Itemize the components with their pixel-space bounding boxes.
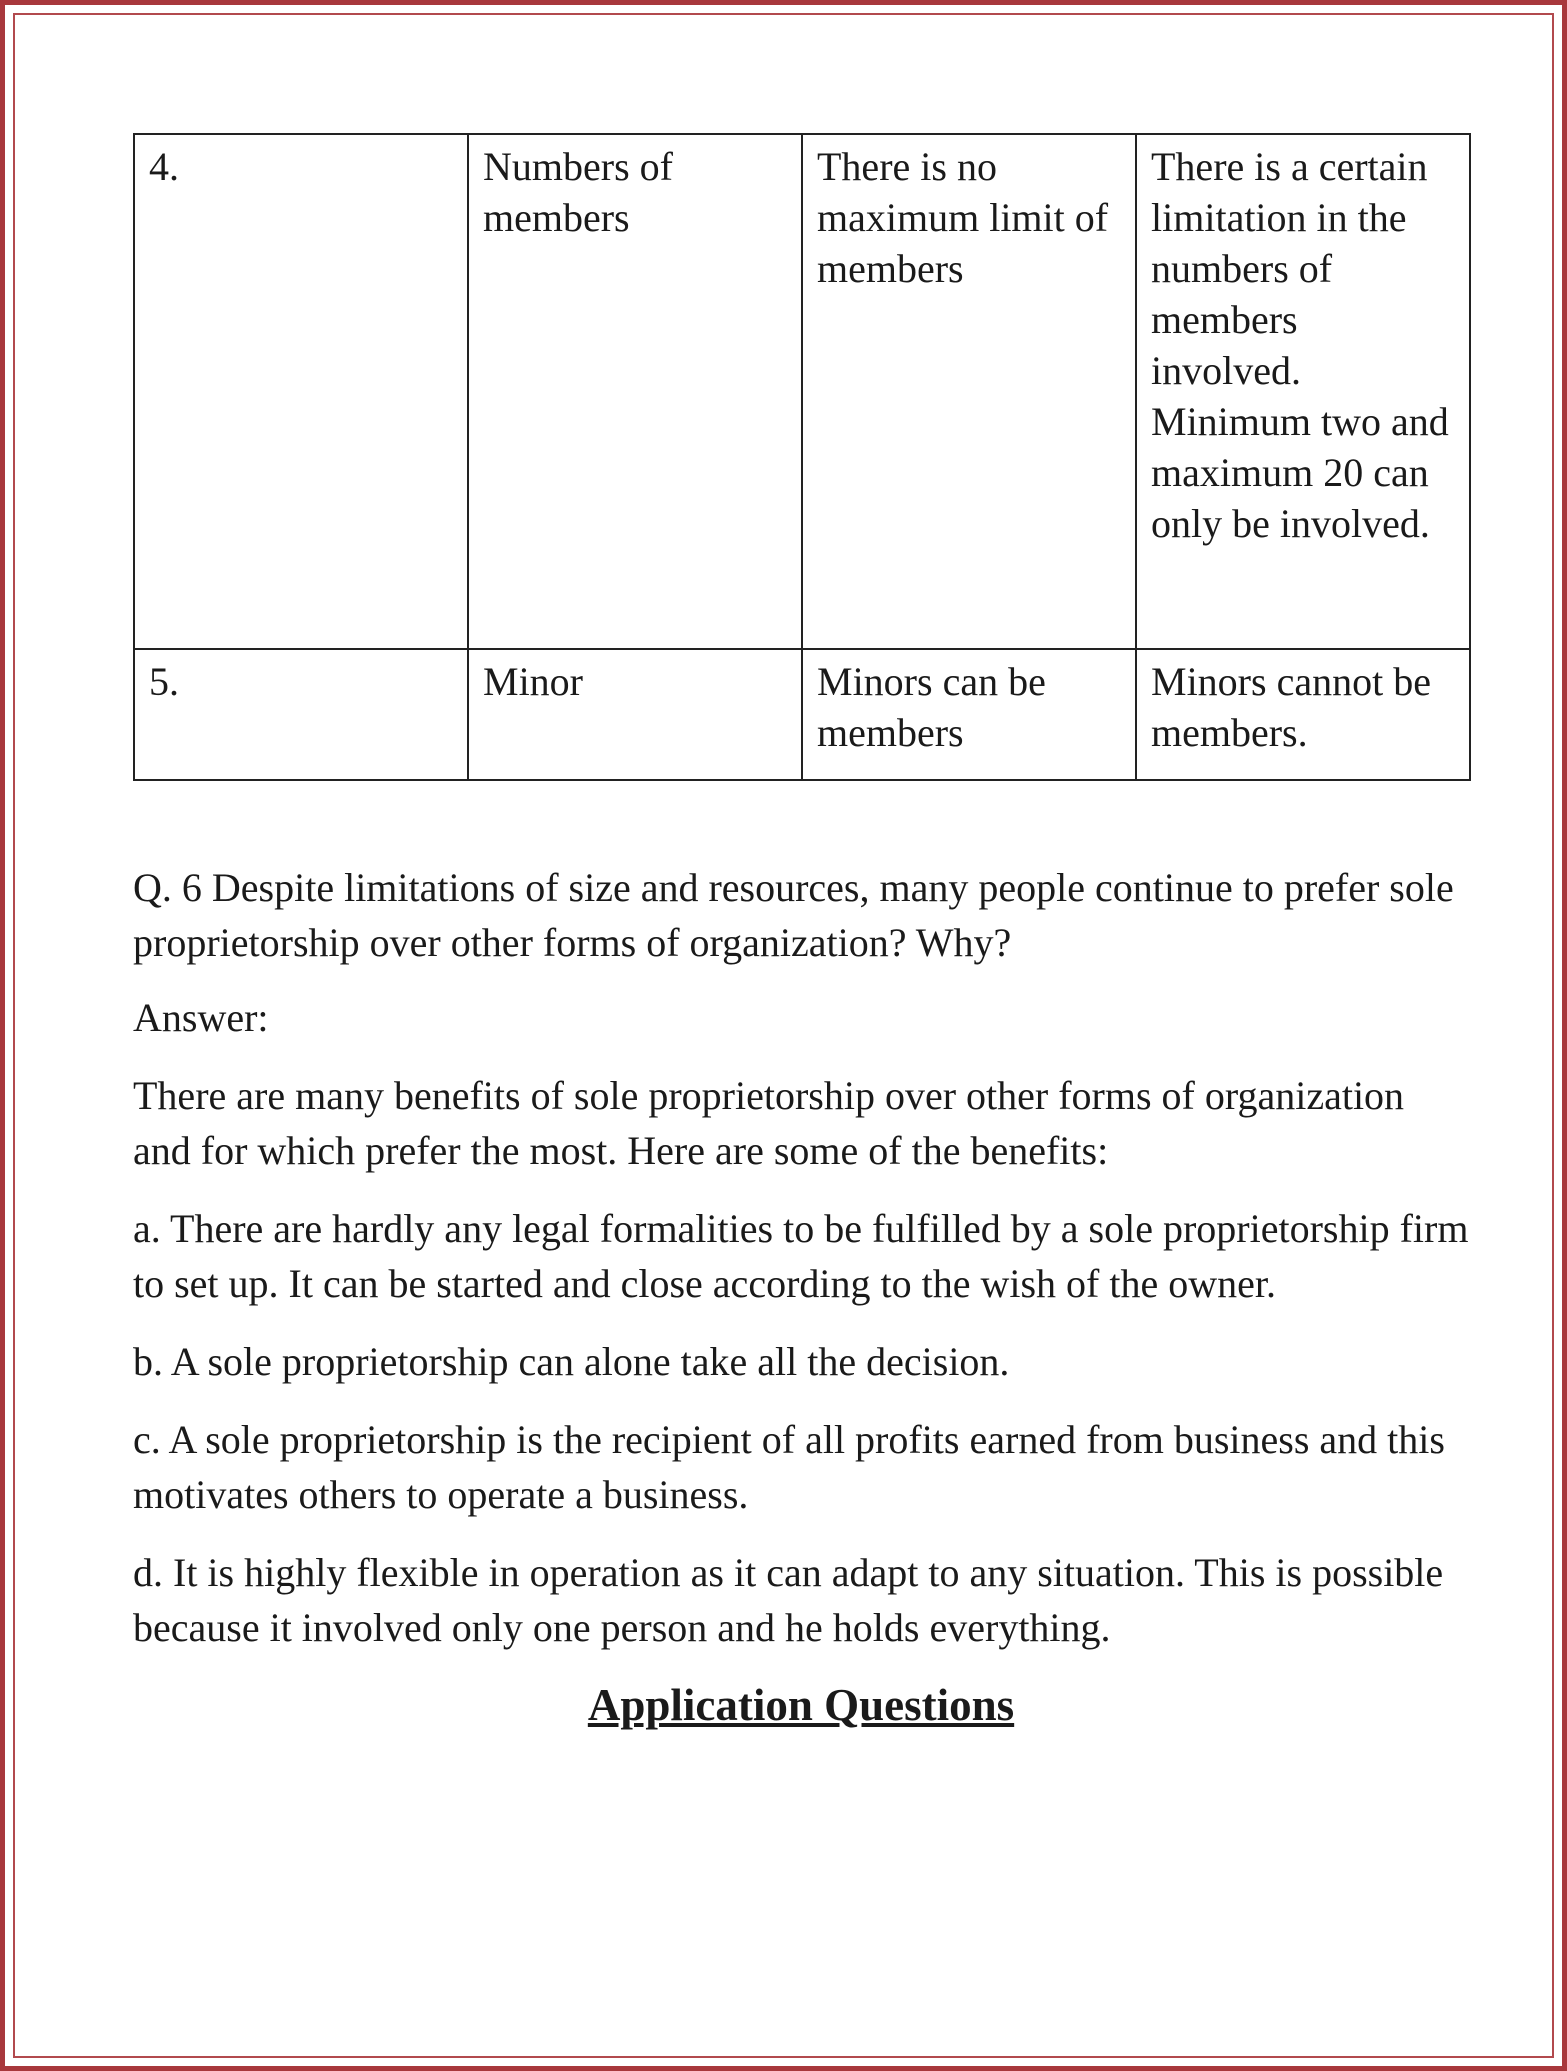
section-heading: Application Questions	[587, 1680, 1015, 1730]
answer-label: Answer:	[133, 995, 269, 1040]
list-item: c. A sole proprietorship is the recipient of all profits earned from business and this motivates others to operate a business.	[133, 1417, 1445, 1517]
list-item: d. It is highly flexible in operation as it can adapt to any situation. This is possible because it involved only one person and he holds everything.	[133, 1550, 1444, 1650]
answer-section	[133, 860, 1469, 1733]
row-number: 4.	[134, 134, 468, 649]
row-col-b: There is a certain limitation in the numbers of members involved. Minimum two and maximum 20 can only be involved.	[1136, 134, 1470, 649]
row-col-a: Minors can be members	[802, 649, 1136, 780]
row-basis: Minor	[468, 649, 802, 780]
table-row	[134, 134, 1470, 649]
comparison-table	[133, 133, 1471, 781]
question-text: Q. 6 Despite limitations of size and resources, many people continue to prefer sole proprietorship over other forms of organization? Why?	[133, 865, 1454, 965]
row-number: 5.	[134, 649, 468, 780]
table-row	[134, 649, 1470, 780]
row-basis: Numbers of members	[468, 134, 802, 649]
answer-intro: There are many benefits of sole proprietorship over other forms of organization and for which prefer the most. Here are some of the benefits:	[133, 1073, 1405, 1173]
row-col-a: There is no maximum limit of members	[802, 134, 1136, 649]
list-item: a. There are hardly any legal formalities to be fulfilled by a sole proprietorship firm to set up. It can be started and close according to the wish of the owner.	[133, 1206, 1469, 1306]
row-col-b: Minors cannot be members.	[1136, 649, 1470, 780]
list-item: b. A sole proprietorship can alone take all the decision.	[133, 1339, 1010, 1384]
